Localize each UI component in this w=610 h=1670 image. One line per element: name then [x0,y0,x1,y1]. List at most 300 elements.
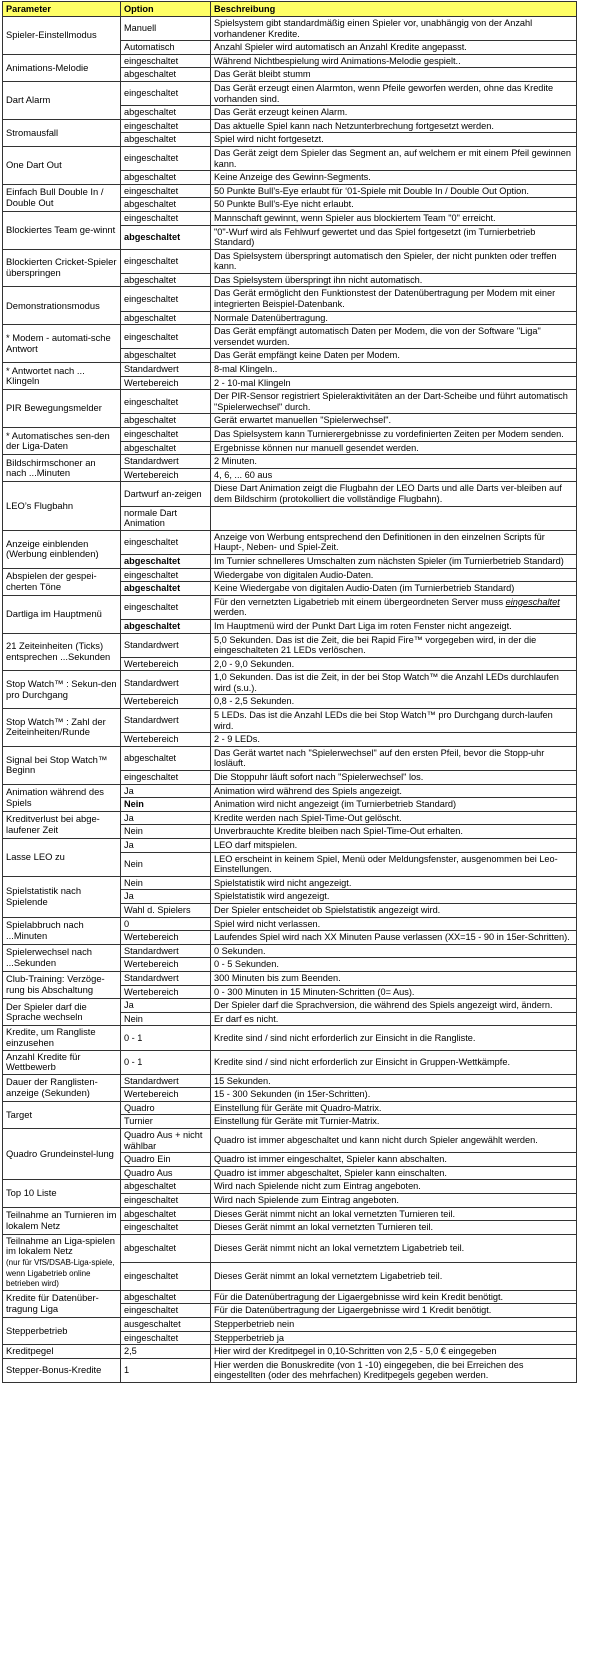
option-cell: Standardwert [121,971,211,985]
description-cell: Quadro ist immer abgeschaltet, Spieler kann einschalten. [211,1166,577,1180]
description-cell: Ergebnisse können nur manuell gesendet werden. [211,441,577,455]
parameter-cell [3,999,121,1026]
description-cell: Für die Datenübertragung der Ligaergebnisse wird 1 Kredit benötigt. [211,1304,577,1318]
parameter-cell [3,1290,121,1317]
option-cell: abgeschaltet [121,133,211,147]
table-row [3,530,577,554]
option-cell: Ja [121,784,211,798]
table-row [3,811,577,825]
table-row [3,917,577,931]
option-cell: Dartwurf an-zeigen [121,482,211,506]
description-cell: Diese Dart Animation zeigt die Flugbahn der LEO Darts und alle Darts ver-bleiben auf dem Bildschirm (protokolliert die vollständige Flugbahn). [211,482,577,506]
parameter-label: Animations-Melodie [6,61,89,73]
option-cell: Wertebereich [121,468,211,482]
option-cell: 1 [121,1358,211,1382]
option-cell: eingeschaltet [121,568,211,582]
description-cell: Spiel wird nicht verlassen. [211,917,577,931]
description-cell: Er darf es nicht. [211,1012,577,1026]
table-row [3,1317,577,1331]
parameter-cell [3,428,121,455]
option-cell: eingeschaltet [121,1304,211,1318]
table-row [3,482,577,506]
parameter-label: Stepperbetrieb [6,1324,68,1336]
option-cell: Nein [121,852,211,876]
parameter-cell [3,1358,121,1382]
option-cell: abgeschaltet [121,273,211,287]
parameter-cell [3,249,121,287]
option-cell: Wertebereich [121,1088,211,1102]
option-cell: Nein [121,876,211,890]
parameter-cell [3,876,121,917]
description-cell: Für die Datenübertragung der Ligaergebnisse wird kein Kredit benötigt. [211,1290,577,1304]
table-row [3,971,577,985]
description-cell: 2,0 - 9,0 Sekunden. [211,657,577,671]
description-cell: Das Spielsystem überspringt automatisch den Spieler, der nicht punkten oder treffen kann. [211,249,577,273]
description-cell: 2 - 9 LEDs. [211,733,577,747]
parameter-label: Der Spieler darf die Sprache wechseln [6,1000,87,1023]
option-cell: Quadro Aus [121,1166,211,1180]
parameter-label: LEO’s Flugbahn [6,499,74,511]
option-cell: Wertebereich [121,695,211,709]
table-row [3,944,577,958]
description-cell: Spiel wird nicht fortgesetzt. [211,133,577,147]
table-row [3,54,577,68]
option-cell: Standardwert [121,671,211,695]
description-cell: 8-mal Klingeln.. [211,363,577,377]
parameter-cell [3,146,121,184]
option-cell: abgeschaltet [121,225,211,249]
description-cell: Dieses Gerät nimmt nicht an lokal vernetztem Ligabetrieb teil. [211,1234,577,1262]
parameter-cell [3,633,121,671]
option-cell: Standardwert [121,633,211,657]
option-cell: eingeschaltet [121,184,211,198]
option-cell: Turnier [121,1115,211,1129]
parameter-cell [3,1317,121,1344]
parameter-label: 21 Zeiteinheiten (Ticks) entsprechen ...Sekunden [6,640,111,662]
option-cell: abgeschaltet [121,349,211,363]
description-cell: Im Turnier schnelleres Umschalten zum nächsten Spieler (im Turnierbetrieb Standard) [211,554,577,568]
parameter-cell [3,1234,121,1290]
description-cell: Das Spielsystem überspringt ihn nicht automatisch. [211,273,577,287]
parameter-cell [3,482,121,530]
table-row [3,146,577,170]
description-cell: Im Hauptmenü wird der Punkt Dart Liga im roten Fenster nicht angezeigt. [211,619,577,633]
description-cell: Laufendes Spiel wird nach XX Minuten Pause verlassen (XX=15 - 90 in 15er-Schritten). [211,931,577,945]
description-cell: LEO darf mitspielen. [211,839,577,853]
table-row [3,1129,577,1153]
option-cell: Quadro Aus + nicht wählbar [121,1129,211,1153]
option-cell: eingeschaltet [121,530,211,554]
description-cell: Quadro ist immer abgeschaltet und kann nicht durch Spieler angewählt werden. [211,1129,577,1153]
table-row [3,1207,577,1221]
parameter-cell [3,1074,121,1101]
description-cell: Das Gerät bleibt stumm [211,68,577,82]
parameter-cell [3,784,121,811]
description-cell: Das Gerät empfängt keine Daten per Modem. [211,349,577,363]
option-cell: Wertebereich [121,733,211,747]
option-cell: abgeschaltet [121,68,211,82]
option-cell: Ja [121,839,211,853]
option-cell: Ja [121,999,211,1013]
option-cell: eingeschaltet [121,249,211,273]
parameter-label: Kreditverlust bei abge-laufener Zeit [6,813,100,835]
parameter-label: Lasse LEO zu [6,851,65,863]
parameter-label: Spielerwechsel nach ...Sekunden [6,946,92,968]
description-cell: 0,8 - 2,5 Sekunden. [211,695,577,709]
parameter-label: Anzeige einblenden (Werbung einblenden) [6,537,99,560]
option-cell: Wertebereich [121,931,211,945]
parameter-cell [3,1180,121,1207]
settings-document [2,1,576,1383]
parameter-label: Club-Training: Verzöge-rung bis Abschaltung [6,973,105,996]
parameter-cell [3,917,121,944]
option-cell: eingeschaltet [121,595,211,619]
parameter-cell [3,184,121,211]
description-cell: Wird nach Spielende nicht zum Eintrag angeboten. [211,1180,577,1194]
description-cell: 2 - 10-mal Klingeln [211,376,577,390]
option-cell: normale Dart Animation [121,506,211,530]
table-row [3,746,577,770]
table-row [3,287,577,311]
parameter-cell [3,1050,121,1074]
parameter-label: * Antwortet nach ... Klingeln [6,364,85,387]
description-tail: werden. [214,607,247,618]
description-cell: Einstellung für Geräte mit Turnier-Matrix. [211,1115,577,1129]
parameter-cell [3,1207,121,1234]
parameter-label: * Automatisches sen-den der Liga-Daten [6,429,110,452]
parameter-cell [3,287,121,325]
option-cell: Automatisch [121,41,211,55]
option-cell: eingeschaltet [121,146,211,170]
parameter-cell [3,1129,121,1180]
parameter-label: Spieler-Einstellmodus [6,29,97,41]
option-cell: abgeschaltet [121,1207,211,1221]
table-row [3,455,577,469]
option-cell: Nein [121,798,211,812]
option-cell: eingeschaltet [121,390,211,414]
table-row [3,119,577,133]
description-cell: Wiedergabe von digitalen Audio-Daten. [211,568,577,582]
description-cell [211,506,577,530]
table-row [3,1050,577,1074]
description-cell: Das Gerät zeigt dem Spieler das Segment an, auf welchem er mit einem Pfeil gewinnen kann. [211,146,577,170]
table-row [3,633,577,657]
description-cell: Dieses Gerät nimmt nicht an lokal vernetzten Turnieren teil. [211,1207,577,1221]
table-row [3,390,577,414]
option-cell: Standardwert [121,1074,211,1088]
description-cell: Anzahl Spieler wird automatisch an Anzahl Kredite angepasst. [211,41,577,55]
parameter-label: Bildschirmschoner an nach ...Minuten [6,456,96,479]
option-cell: Ja [121,811,211,825]
description-text: Für den vernetzten Ligabetrieb mit einem übergeordneten Server muss [214,596,504,607]
parameter-label: Blockiertes Team ge-winnt [6,224,116,235]
parameter-cell [3,709,121,747]
option-cell: Standardwert [121,709,211,733]
description-cell: Spielstatistik wird nicht angezeigt. [211,876,577,890]
header-row [3,2,577,17]
description-cell: Der PIR-Sensor registriert Spieleraktivitäten an der Dart-Scheibe und führt automatisch "Spielerwechsel" durch. [211,390,577,414]
table-row [3,999,577,1013]
description-cell: Das Gerät erzeugt einen Alarmton, wenn Pfeile geworfen werden, ohne das Kredite vorhanden sind. [211,81,577,105]
option-cell: Manuell [121,17,211,41]
option-cell: abgeschaltet [121,1180,211,1194]
description-cell: Der Spieler entscheidet ob Spielstatistik angezeigt wird. [211,903,577,917]
description-cell: Normale Datenübertragung. [211,311,577,325]
description-cell: Wird nach Spielende zum Eintrag angeboten. [211,1194,577,1208]
description-cell: Dieses Gerät nimmt an lokal vernetzten Turnieren teil. [211,1221,577,1235]
description-cell: Kredite sind / sind nicht erforderlich zur Einsicht in Gruppen-Wettkämpfe. [211,1050,577,1074]
option-cell: Nein [121,1012,211,1026]
table-row [3,184,577,198]
parameter-label: Blockierten Cricket-Spieler überspringen [6,256,117,279]
option-cell: Nein [121,825,211,839]
description-cell: LEO erscheint in keinem Spiel, Menü oder Meldungsfenster, ausgenommen bei Leo-Einstellungen. [211,852,577,876]
parameter-label: Anzahl Kredite für Wettbewerb [6,1050,81,1073]
description-cell: 15 Sekunden. [211,1074,577,1088]
parameter-label: Stop Watch™ : Zahl der Zeiteinheiten/Runde [6,715,106,738]
parameter-label: Einfach Bull Double In / Double Out [6,186,104,208]
description-cell: Animation wird nicht angezeigt (im Turnierbetrieb Standard) [211,798,577,812]
option-cell: 2,5 [121,1345,211,1359]
description-cell: "0"-Wurf wird als Fehlwurf gewertet und das Spiel fortgesetzt (im Turnierbetrieb Standard) [211,225,577,249]
description-cell: 1,0 Sekunden. Das ist die Zeit, in der bei Stop Watch™ die Anzahl LEDs durchlaufen wird (s.u.). [211,671,577,695]
option-cell: abgeschaltet [121,198,211,212]
option-cell: eingeschaltet [121,1331,211,1345]
option-cell: eingeschaltet [121,54,211,68]
description-emphasis: eingeschaltet [505,596,560,607]
description-cell: Spielsystem gibt standardmäßig einen Spieler vor, unabhängig von der Anzahl vorhandener Kredite. [211,17,577,41]
option-cell: 0 - 1 [121,1026,211,1050]
parameter-label: Dauer der Ranglisten-anzeige (Sekunden) [6,1076,98,1098]
description-cell: Hier wird der Kreditpegel in 0,10-Schritten von 2,5 - 5,0 € eingegeben [211,1345,577,1359]
parameter-cell [3,746,121,784]
description-cell: Das Gerät wartet nach "Spielerwechsel" auf den ersten Pfeil, bevor die Stopp-uhr losläuft. [211,746,577,770]
description-cell: Das Gerät ermöglicht den Funktionstest der Datenübertragung per Modem mit einer integrierten Beispiel-Datenbank. [211,287,577,311]
description-cell: Einstellung für Geräte mit Quadro-Matrix. [211,1101,577,1115]
table-row [3,784,577,798]
description-cell: 15 - 300 Sekunden (in 15er-Schritten). [211,1088,577,1102]
table-row [3,595,577,619]
option-cell: abgeschaltet [121,171,211,185]
parameter-label: Spielstatistik nach Spielende [6,885,82,907]
table-body [3,17,577,1383]
table-row [3,249,577,273]
option-cell: Wertebereich [121,376,211,390]
description-cell: Hier werden die Bonuskredite (von 1 -10) eingegeben, die bei Erreichen des eingestellten (oder des mehrfachen) Kreditpegels gegeben werden. [211,1358,577,1382]
description-cell: Das Gerät empfängt automatisch Daten per Modem, die von der Software "Liga" versendet wurden. [211,325,577,349]
description-cell: Das Gerät erzeugt keinen Alarm. [211,106,577,120]
table-row [3,325,577,349]
description-cell: Das aktuelle Spiel kann nach Netzunterbrechung fortgesetzt werden. [211,119,577,133]
description-cell: Kredite werden nach Spiel-Time-Out gelöscht. [211,811,577,825]
parameter-label: Stop Watch™ : Sekun-den pro Durchgang [6,678,117,700]
option-cell: abgeschaltet [121,311,211,325]
description-cell: Während Nichtbespielung wird Animations-Melodie gespielt.. [211,54,577,68]
description-cell: Animation wird während des Spiels angezeigt. [211,784,577,798]
description-cell: 50 Punkte Bull’s-Eye erlaubt für ‘01-Spiele mit Double In / Double Out Option. [211,184,577,198]
parameter-cell [3,839,121,877]
parameter-label: PIR Bewegungsmelder [6,402,102,414]
option-cell: eingeschaltet [121,1221,211,1235]
parameter-label: * Modem - automati-sche Antwort [6,332,111,354]
option-cell: Wahl d. Spielers [121,903,211,917]
parameter-cell [3,671,121,709]
parameter-cell [3,944,121,971]
option-cell: Ja [121,890,211,904]
option-cell: abgeschaltet [121,746,211,770]
parameter-label: One Dart Out [6,159,62,171]
table-row [3,1234,577,1262]
description-cell: Kredite sind / sind nicht erforderlich zur Einsicht in die Rangliste. [211,1026,577,1050]
parameter-note: (nur für VfS/DSAB-Liga-spiele, wenn Ligabetrieb online betrieben wird) [6,1258,115,1289]
description-cell: 0 - 300 Minuten in 15 Minuten-Schritten (0= Aus). [211,985,577,999]
description-cell: 2 Minuten. [211,455,577,469]
header-description: Beschreibung [211,2,577,17]
parameter-cell [3,325,121,363]
description-cell: Stepperbetrieb ja [211,1331,577,1345]
option-cell: eingeschaltet [121,325,211,349]
description-cell: 5 LEDs. Das ist die Anzahl LEDs die bei Stop Watch™ pro Durchgang durch-laufen wird. [211,709,577,733]
option-cell: 0 [121,917,211,931]
description-cell: Anzeige von Werbung entsprechend den Definitionen in den einzelnen Scripts für Haupt-, Neben- und Spiel-Zeit. [211,530,577,554]
parameter-label: Demonstrationsmodus [6,299,100,311]
parameter-cell [3,811,121,838]
table-row [3,363,577,377]
description-cell: Stepperbetrieb nein [211,1317,577,1331]
option-cell: eingeschaltet [121,428,211,442]
option-cell: Standardwert [121,944,211,958]
option-cell: Wertebereich [121,657,211,671]
parameter-label: Target [6,1108,33,1120]
option-cell: eingeschaltet [121,287,211,311]
description-cell: 5,0 Sekunden. Das ist die Zeit, die bei Rapid Fire™ vorgegeben wird, in der die eingeschalteten 21 LEDs verlöschen. [211,633,577,657]
parameter-label: Signal bei Stop Watch™ Beginn [6,753,108,776]
header-parameter: Parameter [3,2,121,17]
parameter-cell [3,595,121,633]
table-row [3,211,577,225]
description-cell: Keine Anzeige des Gewinn-Segments. [211,171,577,185]
parameter-label: Stepper-Bonus-Kredite [6,1364,102,1376]
parameter-cell [3,390,121,428]
table-header [3,2,577,17]
description-cell: Quadro ist immer eingeschaltet, Spieler kann abschalten. [211,1153,577,1167]
parameter-cell [3,363,121,390]
option-cell: abgeschaltet [121,554,211,568]
parameter-label: Teilnahme an Liga-spielen im lokalem Netz [6,1234,115,1257]
description-cell: Mannschaft gewinnt, wenn Spieler aus blockiertem Team "0" erreicht. [211,211,577,225]
table-row [3,1180,577,1194]
option-cell: Wertebereich [121,985,211,999]
parameter-label: Top 10 Liste [6,1187,57,1199]
parameter-label: Quadro Grundeinstel-lung [6,1147,114,1159]
option-cell: eingeschaltet [121,771,211,785]
parameter-table [2,1,577,1383]
option-cell: eingeschaltet [121,119,211,133]
parameter-cell [3,1026,121,1050]
option-cell: 0 - 1 [121,1050,211,1074]
description-cell: 0 Sekunden. [211,944,577,958]
option-cell: eingeschaltet [121,211,211,225]
parameter-cell [3,1345,121,1359]
parameter-cell [3,530,121,568]
parameter-label: Dart Alarm [6,94,51,106]
description-cell: 4, 6, ... 60 aus [211,468,577,482]
parameter-cell [3,119,121,146]
option-cell: Standardwert [121,363,211,377]
table-row [3,1026,577,1050]
description-cell [211,595,577,619]
option-cell: Wertebereich [121,958,211,972]
parameter-label: Dartliga im Hauptmenü [6,607,102,619]
option-cell: abgeschaltet [121,1290,211,1304]
option-cell: Quadro [121,1101,211,1115]
parameter-label: Abspielen der gespei-cherten Töne [6,570,97,592]
option-cell: abgeschaltet [121,441,211,455]
table-row [3,428,577,442]
option-cell: abgeschaltet [121,619,211,633]
parameter-label: Spielabbruch nach ...Minuten [6,919,84,941]
option-cell: eingeschaltet [121,81,211,105]
parameter-label: Stromausfall [6,126,59,138]
description-cell: Unverbrauchte Kredite bleiben nach Spiel-Time-Out erhalten. [211,825,577,839]
description-cell: Der Spieler darf die Sprachversion, die während des Spiels angezeigt wird, ändern. [211,999,577,1013]
parameter-cell [3,455,121,482]
option-cell: abgeschaltet [121,1234,211,1262]
description-cell: 300 Minuten bis zum Beenden. [211,971,577,985]
option-cell: abgeschaltet [121,414,211,428]
description-cell: 0 - 5 Sekunden. [211,958,577,972]
option-cell: abgeschaltet [121,106,211,120]
description-cell: Dieses Gerät nimmt an lokal vernetztem Ligabetrieb teil. [211,1262,577,1290]
parameter-label: Teilnahme an Turnieren im lokalem Netz [6,1209,117,1231]
parameter-label: Animation während des Spiels [6,786,104,808]
option-cell: eingeschaltet [121,1194,211,1208]
description-cell: Spielstatistik wird angezeigt. [211,890,577,904]
table-row [3,1358,577,1382]
table-row [3,1101,577,1115]
option-cell: ausgeschaltet [121,1317,211,1331]
option-cell: Quadro Ein [121,1153,211,1167]
option-cell: abgeschaltet [121,582,211,596]
option-cell: eingeschaltet [121,1262,211,1290]
parameter-cell [3,81,121,119]
description-cell: Keine Wiedergabe von digitalen Audio-Daten (im Turnierbetrieb Standard) [211,582,577,596]
description-cell: Die Stoppuhr läuft sofort nach "Spielerwechsel" los. [211,771,577,785]
table-row [3,1074,577,1088]
description-cell: Gerät erwartet manuellen "Spielerwechsel". [211,414,577,428]
parameter-cell [3,1101,121,1128]
header-option: Option [121,2,211,17]
table-row [3,671,577,695]
description-cell: 50 Punkte Bull’s-Eye nicht erlaubt. [211,198,577,212]
parameter-cell [3,568,121,595]
option-cell: Standardwert [121,455,211,469]
parameter-cell [3,971,121,998]
parameter-label: Kredite, um Rangliste einzusehen [6,1026,96,1048]
table-row [3,709,577,733]
parameter-cell [3,17,121,55]
parameter-cell [3,54,121,81]
table-row [3,1290,577,1304]
description-cell: Das Spielsystem kann Turnierergebnisse zu vordefinierten Zeiten per Modem senden. [211,428,577,442]
table-row [3,839,577,853]
parameter-label: Kredite für Datenüber-tragung Liga [6,1292,99,1314]
parameter-label: Kreditpegel [6,1345,54,1357]
parameter-cell [3,211,121,249]
table-row [3,1345,577,1359]
table-row [3,568,577,582]
table-row [3,876,577,890]
